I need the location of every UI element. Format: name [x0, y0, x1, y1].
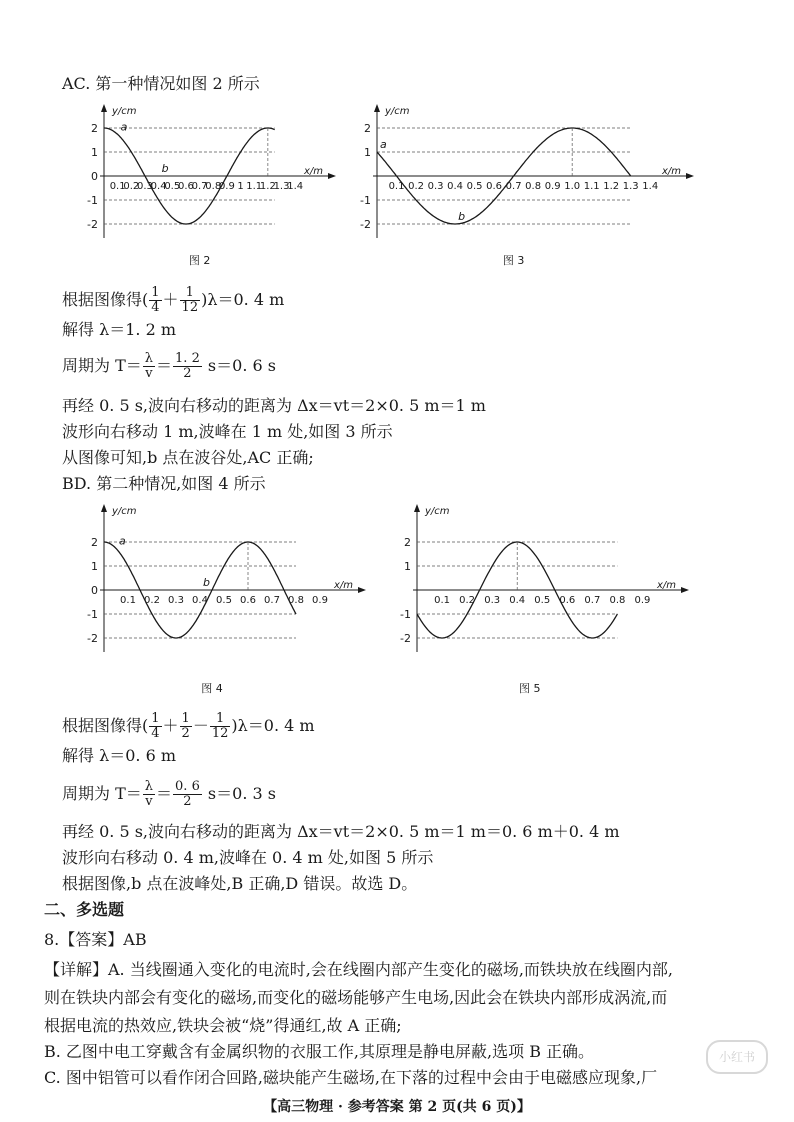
x-tick-label: 1: [237, 181, 244, 192]
x-tick-label: 0.1: [120, 595, 136, 606]
y-tick-label: -2: [87, 218, 98, 231]
y-axis-label: y/cm: [385, 106, 410, 117]
x-tick-label: 0.2: [123, 181, 140, 192]
x-tick-label: 0.6: [177, 181, 194, 192]
figure-caption: 图 4: [201, 682, 223, 695]
y-tick-label: 2: [91, 122, 98, 135]
y-tick-label: 0: [91, 170, 98, 183]
fraction-one-quarter: $\frac{1}{4}$: [151, 285, 160, 315]
y-tick-label: -1: [400, 608, 411, 621]
x-axis-label: x/m: [662, 166, 682, 177]
fraction-one-twelfth: $\frac{1}{12}$: [181, 285, 199, 315]
equation-line-1: 根据图像得( $\frac{1}{4}$ ＋ $\frac{1}{12}$ )λ＝0. 4 m: [62, 285, 285, 315]
point-label-a: a: [119, 534, 126, 548]
x-tick-label: 1.4: [287, 181, 304, 192]
x-tick-label: 0.2: [459, 595, 476, 606]
y-tick-label: -1: [360, 194, 371, 207]
x-axis-arrow: [358, 587, 366, 593]
x-tick-label: 0.8: [525, 181, 542, 192]
point-label-a: a: [380, 138, 387, 151]
y-axis-label: y/cm: [112, 106, 137, 117]
x-tick-label: 1.2: [259, 181, 276, 192]
y-tick-label: 2: [91, 536, 98, 549]
x-tick-label: 0.4: [509, 595, 526, 606]
explanation-line-4: B. 乙图中电工穿戴含有金属织物的衣服工作,其原理是静电屏蔽,选项 B 正确。: [44, 1042, 595, 1061]
fraction-one-quarter-2: $\frac{1}{4}$: [151, 711, 160, 741]
x-tick-label: 0.1: [109, 181, 126, 192]
y-tick-label: 1: [91, 560, 98, 573]
section-multiple-choice-title: 二、多选题: [44, 900, 125, 919]
figure-2-wave-graph: [82, 100, 342, 268]
y-tick-label: -2: [360, 218, 371, 231]
x-tick-label: 0.3: [168, 595, 184, 606]
x-tick-label: 0.9: [634, 595, 651, 606]
x-tick-label: 0.4: [447, 181, 464, 192]
x-tick-label: 0.4: [192, 595, 208, 606]
x-tick-label: 0.4: [150, 181, 167, 192]
y-axis-label: y/cm: [425, 506, 450, 517]
x-axis-arrow: [681, 587, 689, 593]
x-tick-label: 0.5: [534, 595, 551, 606]
section-ac-title: AC. 第一种情况如图 2 所示: [62, 74, 260, 93]
point-label-a: a: [120, 120, 128, 134]
y-axis-arrow: [374, 104, 380, 112]
figure-5-wave-graph: [395, 500, 695, 696]
y-tick-label: 2: [364, 122, 371, 135]
x-tick-label: 0.5: [164, 181, 181, 192]
x-tick-label: 0.7: [584, 595, 601, 606]
figure-4-wave-graph: [82, 500, 372, 696]
x-axis-label: x/m: [334, 580, 354, 591]
x-tick-label: 1.1: [583, 181, 600, 192]
x-tick-label: 0.6: [486, 181, 503, 192]
y-axis-arrow: [101, 504, 107, 512]
fraction-one-half: $\frac{1}{2}$: [181, 711, 190, 741]
y-tick-label: -2: [87, 632, 98, 645]
x-tick-label: 0.2: [144, 595, 160, 606]
question-8-answer: 8.【答案】AB: [44, 930, 147, 949]
fraction-one-twelfth-2: $\frac{1}{12}$: [211, 711, 229, 741]
x-tick-label: 1.1: [246, 181, 263, 192]
y-tick-label: 1: [364, 146, 371, 159]
fraction-lambda-v: $\frac{\lambda}{v}$: [144, 351, 154, 381]
x-tick-label: 1.2: [603, 181, 620, 192]
distance-line-2: 再经 0. 5 s,波向右移动的距离为 Δx＝vt＝2×0. 5 m＝1 m＝0. 6 m＋0. 4 m: [62, 822, 620, 841]
x-tick-label: 0.7: [264, 595, 280, 606]
x-tick-label: 0.9: [544, 181, 561, 192]
y-tick-label: -1: [87, 608, 98, 621]
x-tick-label: 0.3: [427, 181, 444, 192]
y-tick-label: -2: [400, 632, 411, 645]
figure-caption: 图 3: [502, 254, 525, 267]
x-tick-label: 0.5: [216, 595, 232, 606]
explanation-line-5: C. 图中铝管可以看作闭合回路,磁块能产生磁场,在下落的过程中会由于电磁感应现象,厂: [44, 1068, 658, 1087]
fraction-1.2-over-2: $\frac{1. 2}{2}$: [175, 351, 200, 381]
x-axis-label: x/m: [657, 580, 677, 591]
x-tick-label: 0.7: [191, 181, 208, 192]
distance-line-1: 再经 0. 5 s,波向右移动的距离为 Δx＝vt＝2×0. 5 m＝1 m: [62, 396, 486, 415]
explanation-line-3: 根据电流的热效应,铁块会被“烧”得通红,故 A 正确;: [44, 1016, 402, 1035]
y-tick-label: 0: [91, 584, 98, 597]
watermark-logo: 小红书: [706, 1040, 768, 1074]
solution-lambda-2: 解得 λ＝0. 6 m: [62, 746, 177, 765]
figure-caption: 图 5: [518, 682, 541, 695]
x-tick-label: 0.1: [388, 181, 405, 192]
point-label-b: b: [161, 162, 169, 175]
x-tick-label: 1.4: [642, 181, 659, 192]
x-tick-label: 0.8: [205, 181, 222, 192]
x-axis-arrow: [686, 173, 694, 179]
x-tick-label: 0.1: [434, 595, 451, 606]
x-tick-label: 0.5: [466, 181, 483, 192]
page-footer: 【高三物理 · 参考答案 第 2 页(共 6 页)】: [263, 1099, 531, 1115]
figure-caption: 图 2: [188, 254, 211, 267]
y-tick-label: 2: [404, 536, 411, 549]
solution-lambda-1: 解得 λ＝1. 2 m: [62, 320, 177, 339]
period-line-2: 周期为 T＝ $\frac{\lambda}{v}$ ＝ $\frac{0. 6}{2}$ s＝0. 3 s: [62, 779, 276, 809]
point-label-b: b: [458, 210, 466, 223]
x-axis-label: x/m: [304, 166, 324, 177]
y-tick-label: -1: [87, 194, 98, 207]
shift-line-1: 波形向右移动 1 m,波峰在 1 m 处,如图 3 所示: [62, 422, 393, 441]
x-tick-label: 0.6: [240, 595, 256, 606]
x-tick-label: 0.8: [288, 595, 304, 606]
x-tick-label: 0.9: [312, 595, 328, 606]
explanation-line-1: 【详解】A. 当线圈通入变化的电流时,会在线圈内部产生变化的磁场,而铁块放在线圈内部,: [44, 960, 673, 979]
x-tick-label: 0.3: [484, 595, 501, 606]
fraction-0.6-over-2: $\frac{0. 6}{2}$: [175, 779, 200, 809]
figure-3-wave-graph: [355, 100, 700, 268]
point-label-b: b: [203, 576, 210, 589]
x-tick-label: 0.3: [137, 181, 153, 192]
x-tick-label: 0.8: [609, 595, 626, 606]
x-axis-arrow: [328, 173, 336, 179]
x-tick-label: 1.3: [622, 181, 639, 192]
x-tick-label: 1.0: [564, 181, 581, 192]
y-tick-label: 1: [404, 560, 411, 573]
y-axis-label: y/cm: [112, 506, 137, 517]
y-axis-arrow: [101, 104, 107, 112]
period-line-1: 周期为 T＝ $\frac{\lambda}{v}$ ＝ $\frac{1. 2}{2}$ s＝0. 6 s: [62, 351, 276, 381]
fraction-lambda-v-2: $\frac{\lambda}{v}$: [144, 779, 154, 809]
section-bd-title: BD. 第二种情况,如图 4 所示: [62, 474, 266, 493]
x-tick-label: 0.2: [408, 181, 424, 192]
conclusion-line-1: 从图像可知,b 点在波谷处,AC 正确;: [62, 448, 314, 467]
x-tick-label: 1.3: [273, 181, 290, 192]
shift-line-2: 波形向右移动 0. 4 m,波峰在 0. 4 m 处,如图 5 所示: [62, 848, 434, 867]
x-tick-label: 0.9: [218, 181, 235, 192]
x-tick-label: 0.7: [505, 181, 522, 192]
conclusion-line-2: 根据图像,b 点在波峰处,B 正确,D 错误。故选 D。: [62, 874, 418, 893]
x-tick-label: 0.6: [559, 595, 576, 606]
y-axis-arrow: [414, 504, 420, 512]
y-tick-label: 1: [91, 146, 98, 159]
explanation-line-2: 则在铁块内部会有变化的磁场,而变化的磁场能够产生电场,因此会在铁块内部形成涡流,而: [44, 988, 668, 1007]
equation-line-2: 根据图像得( $\frac{1}{4}$ ＋ $\frac{1}{2}$ － $\frac{1}{12}$ )λ＝0. 4 m: [62, 711, 315, 741]
